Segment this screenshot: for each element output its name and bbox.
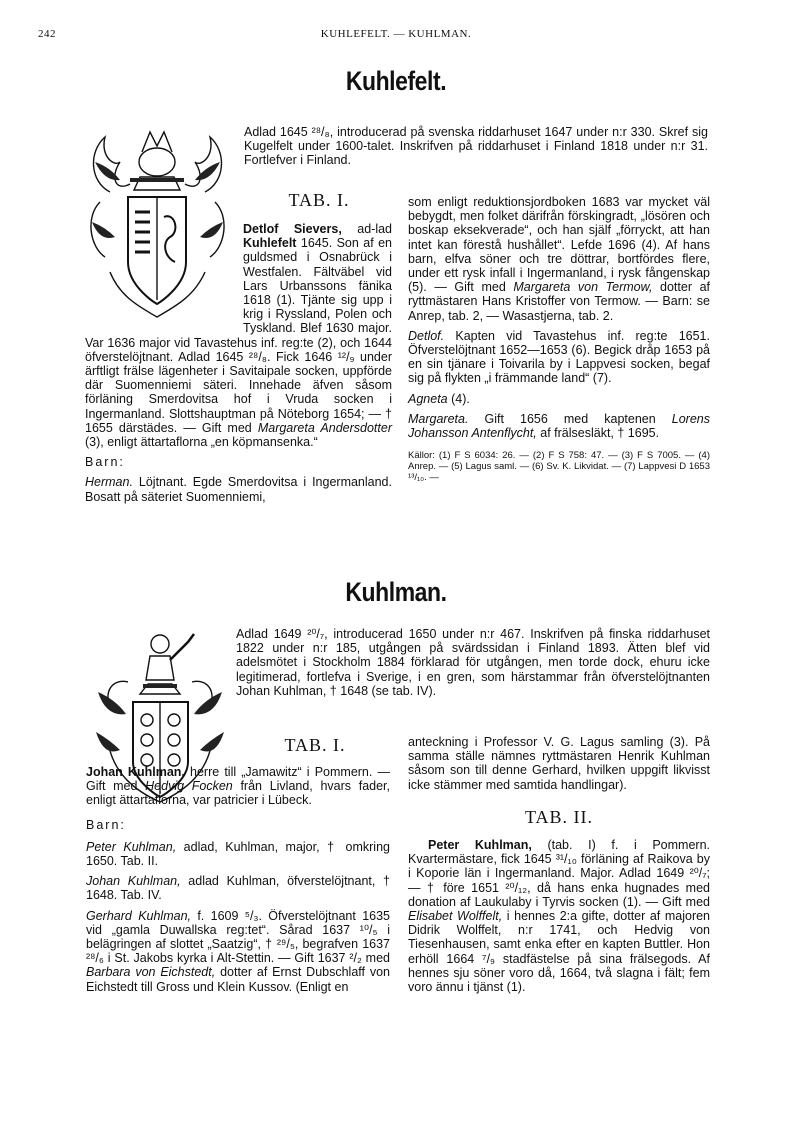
detlof2-text: Kapten vid Tavastehus inf. reg:te 1651. Öfverstelöjtnant 1652—1653 (6). Begick dråp 1653 på en sin tjänare i Toivarila by i Lappvesi socken, begaf sig på flykten „i främmande land“ (7).: [408, 328, 710, 386]
kuhlefelt-title: Kuhlefelt.: [345, 66, 447, 96]
peter2-name: Peter Kuhlman,: [428, 838, 532, 853]
detlof-text-1: ad-lad: [341, 222, 392, 236]
gerhard-text: f. 1609 ⁵/₃. Öfverstelöjtnant 1635 vid „gamla Duwallska reg:tet“. Sårad 1637 ¹⁰/₅ i belägringen af slottet „Saatzig“, † ²⁹/₅, begrafven 1637 ²⁸/₆ i St. Jakobs kyrka i Alt-Stettin. — Gift 1637 ²/₂ med: [86, 908, 390, 966]
johan-name: Johan Kuhlman,: [86, 765, 185, 779]
kuhlefelt-left-column: [85, 222, 392, 510]
detlof-text-3: (3), enligt ättartaflorna „en köpmansenka.“: [85, 435, 318, 450]
johan2-text: adlad Kuhlman, öfverstelöjtnant, † 1648. Tab. IV.: [86, 874, 390, 903]
detlof-wife: Margareta Andersdotter: [257, 420, 392, 435]
kuhlman-tab-1: TAB. I.: [284, 735, 346, 755]
agneta-text: (4).: [447, 391, 470, 406]
margareta-husband: Lorens Johansson Antenflycht,: [408, 411, 710, 441]
herman-text-cont: som enligt reduktionsjordboken 1683 var mycket väl bebygdt, men folket därifrån förskingradt, „lösören och boskap eksekverade“, och han själf „förryckt, att han intet kan förestå hushållet“. Lefde 1696 (4). Af hans barn, elfva söner och tre döttrar, bortfördes flere, under ett rysk infall i Ingermanland, i rysk fångenskap (5). — Gift med: [408, 195, 710, 295]
johan-wife: Hedvig Focken: [145, 779, 233, 794]
kuhlman-tab-2: TAB. II.: [524, 806, 594, 827]
gerhard-text-2b: anteckning i Professor V. G. Lagus samling (3). På samma ställe nämnes ryttmästaren Henrik Kuhlman såsom son till denne Gerhard, hvilken uppgift likvisst icke stämmer med samtida handlingar).: [408, 735, 710, 792]
kuhlman-title: Kuhlman.: [345, 577, 447, 607]
peter2-text-2: i hennes 2:a gifte, dotter af majoren Didrik Wolffelt, n:r 1741, och Hedvig von Tiesenhausen, samt enka efter en kapten Buttler. Hon erhöll 1664 ⁷/₉ stadfästelse på sina frälsegods. Af hennes sju söner voro då, 1664, två slagna i fält; fem voro ännu i tjänst (1).: [408, 909, 711, 995]
page-number: 242: [38, 28, 56, 40]
peter2-wife: Elisabet Wolffelt,: [408, 909, 503, 924]
kuhlman-right-column: [408, 735, 710, 1000]
peter2-text: (tab. I) f. i Pommern. Kvartermästare, fick 1645 ³¹/₁₀ förläning af Raikova by i Koporie län i Ingermanland. Major. Adlad 1649 ²⁰/₇; — † före 1651 ²⁰/₁₂, då hans enka hugnades med donation af Laukulaby i Tyrvis socken (1). — Gift med: [408, 838, 711, 909]
detlof-name: Detlof Sievers,: [243, 222, 342, 236]
kuhlefelt-sources: Källor: (1) F S 6034: 26. — (2) F S 758: 47. — (3) F S 7005. — (4) Anrep. — (5) Lagus saml. — (6) Sv. K. Likvidat. — (7) Lappvesi D 1653 ¹³/₁₀. —: [408, 450, 710, 484]
kuhlman-intro: Adlad 1649 ²⁰/₇, introducerad 1650 under n:r 467. Inskrifven på finska riddarhuset 1822 under n:r 185, utgången på svärdssidan i Finland 1893. Ätten blef vid adelsmötet i Stockholm 1884 förklarad för utgången, men torde dock, ehuru icke legitimerad, fortlefva i Sverige, i en gren, som härstammar från öfverstelöjtnanten Johan Kuhlman, † 1648 (se tab. IV).: [236, 627, 710, 698]
gerhard-wife: Barbara von Eichstedt,: [86, 965, 216, 980]
margareta-text-2: af frälsesläkt, † 1695.: [536, 426, 660, 441]
herman-name: Herman.: [85, 475, 133, 490]
detlof-name-2: Kuhlefelt: [243, 236, 297, 251]
kuhlman-barn-label: Barn:: [86, 817, 126, 832]
johan-text-2: från Livland, hvars fader, enligt ättartaflorna, var patricier i Lübeck.: [86, 779, 391, 808]
detlof2-name: Detlof.: [408, 328, 445, 343]
peter-text: adlad, Kuhlman, major, † omkring 1650. Tab. II.: [86, 839, 390, 869]
johan-text: herre till „Jamawitz“ i Pommern. — Gift med: [86, 765, 390, 794]
herman-text-2: dotter af ryttmästaren Hans Kristoffer von Termow. — Barn: se Anrep, tab. 2, — Wasastjerna, tab. 2.: [408, 280, 710, 323]
running-title: KUHLEFELT. — KUHLMAN.: [320, 28, 472, 40]
detlof-text-2: 1645. Son af en guldsmed i Osnabrück i Westfalen. Fältväbel vid Lars Urbanssons fänika 1618 (1). Tjänte sig upp i krig i Ryssland, Polen och Tyskland. Blef 1630 major. Var 1636 major vid Tavastehus inf. reg:te (2), och 1644 öfverstelöjtnant. Adlad 1645 ²⁸/₈. Fick 1646 ¹²/₉ under ärftligt frälse lägenheter i Savitaipale socken, uppförde där Suomenniemi säteri. Innehade äfven såsom förläning Smerdovitsa hof i Vruda socken i Ingermanland. Slottshauptman på Nöteborg 1654; — † 1655 därstädes. — Gift med: [85, 236, 392, 435]
margareta-name: Margareta.: [408, 411, 469, 426]
kuhlefelt-barn-label: Barn:: [85, 455, 125, 470]
peter-name: Peter Kuhlman,: [86, 839, 177, 854]
herman-wife: Margareta von Termow,: [513, 280, 653, 295]
kuhlefelt-tab-1: TAB. I.: [288, 190, 350, 210]
gerhard-text-2a: dotter af Ernst Dubschlaff von Eichstedt till Gross und Klein Kussov. (Enligt en: [86, 965, 390, 994]
agneta-name: Agneta: [408, 391, 448, 406]
johan2-name: Johan Kuhlman,: [86, 874, 181, 889]
kuhlefelt-right-column: [408, 195, 710, 489]
kuhlman-left-column: [86, 765, 390, 1000]
herman-text-start: Löjtnant. Egde Smerdovitsa i Ingermanland. Bosatt på säteriet Suomenniemi,: [85, 475, 392, 504]
gerhard-name: Gerhard Kuhlman,: [86, 908, 191, 923]
margareta-text: Gift 1656 med kaptenen: [468, 411, 672, 426]
kuhlefelt-intro: Adlad 1645 ²⁸/₈, introducerad på svenska riddarhuset 1647 under n:r 330. Skref sig Kugelfelt under 1600-talet. Inskrifven på riddarhuset i Finland 1818 under n:r 31. Fortlefver i Finland.: [244, 125, 708, 168]
